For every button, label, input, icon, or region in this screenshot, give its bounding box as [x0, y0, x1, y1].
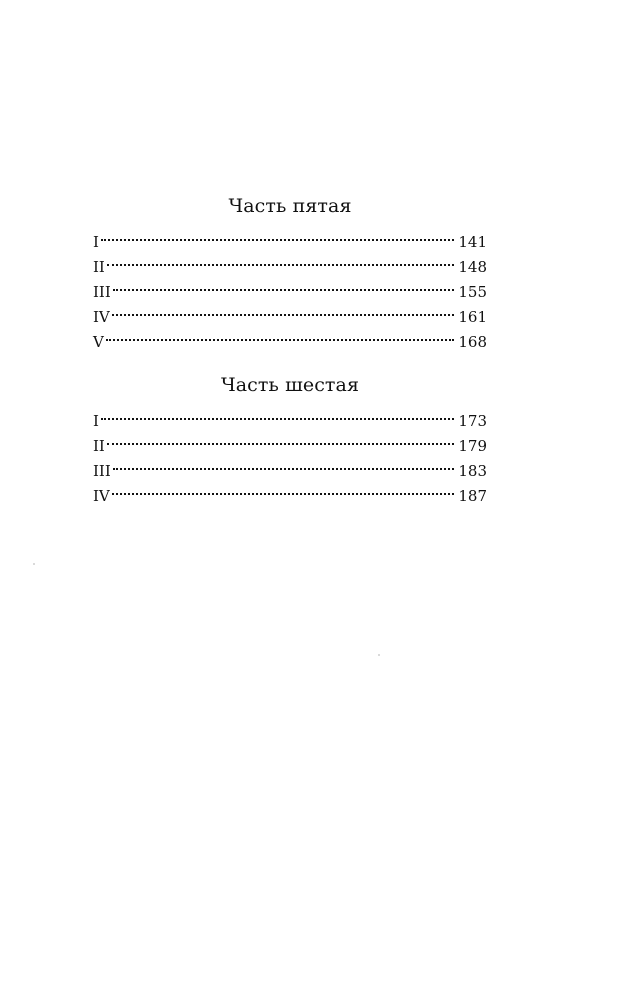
chapter-number: I — [93, 412, 99, 430]
page-number: 179 — [458, 437, 487, 455]
dot-leader — [101, 222, 454, 247]
toc-entry — [93, 297, 487, 326]
scan-speck — [378, 654, 380, 656]
page-number: 148 — [458, 258, 487, 276]
chapter-number: V — [93, 333, 104, 351]
toc-entry — [93, 426, 487, 455]
toc-entry — [93, 222, 487, 251]
toc-entry — [93, 247, 487, 276]
dot-leader — [107, 426, 455, 451]
dot-leader — [113, 451, 455, 476]
chapter-number: IV — [93, 487, 110, 505]
page-number: 187 — [458, 487, 487, 505]
part-five — [93, 192, 487, 351]
page-number: 183 — [458, 462, 487, 480]
page-number: 155 — [458, 283, 487, 301]
page-number: 161 — [458, 308, 487, 326]
chapter-number: III — [93, 283, 111, 301]
page-number: 173 — [458, 412, 487, 430]
dot-leader — [101, 401, 454, 426]
toc-entry — [93, 476, 487, 505]
part-title: Часть шестая — [220, 374, 360, 396]
part-title: Часть пятая — [228, 195, 352, 217]
dot-leader — [112, 297, 455, 322]
chapter-number: I — [93, 233, 99, 251]
page-number: 141 — [458, 233, 487, 251]
dot-leader — [113, 272, 455, 297]
dot-leader — [107, 247, 455, 272]
part-six — [93, 371, 487, 505]
scan-speck — [33, 563, 35, 565]
chapter-number: IV — [93, 308, 110, 326]
chapter-number: II — [93, 258, 105, 276]
page-number: 168 — [458, 333, 487, 351]
dot-leader — [106, 322, 455, 347]
toc-entry — [93, 322, 487, 351]
table-of-contents — [93, 192, 487, 505]
chapter-number: III — [93, 462, 111, 480]
toc-entry — [93, 401, 487, 430]
chapter-number: II — [93, 437, 105, 455]
toc-entry — [93, 451, 487, 480]
dot-leader — [112, 476, 455, 501]
toc-entry — [93, 272, 487, 301]
